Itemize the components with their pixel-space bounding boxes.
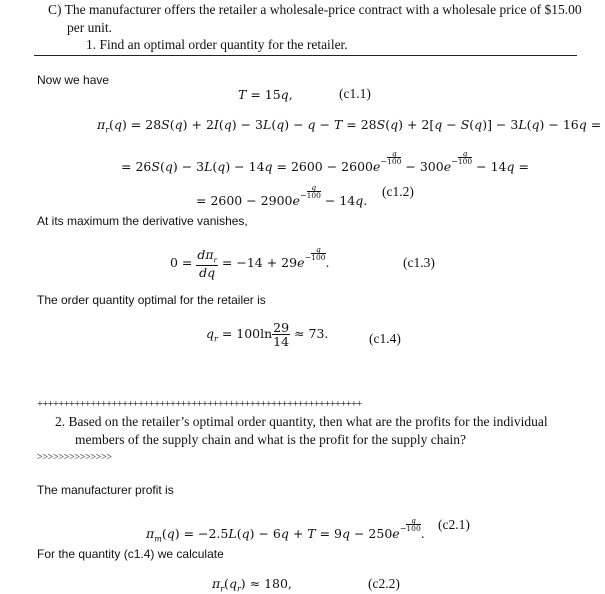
- manufacturer-profit-text: The manufacturer profit is: [37, 483, 174, 497]
- at-maximum-text: At its maximum the derivative vanishes,: [37, 214, 248, 228]
- question-c-continuation: per unit.: [67, 20, 112, 35]
- for-quantity-text: For the quantity (c1.4) we calculate: [37, 547, 224, 561]
- equation-retailer-profit-line1: $\pi_r(q) = 28S(q) + 2I(q) - 3L(q) - q - T = 28S(q) + 2[q - S(q)] - 3L(q) - 16q$ =: [97, 117, 602, 135]
- equation-c1-1: T = 15q,: [238, 87, 293, 102]
- separator-arrow-line: >>>>>>>>>>>>>>: [37, 452, 112, 463]
- question-c-text: C) The manufacturer offers the retailer a wholesale-price contract with a wholesale price of $15.00: [48, 2, 582, 17]
- equation-tag-c2-1: (c2.1): [438, 517, 470, 532]
- equation-c2-2: $\pi_r(q_r) \approx 180$,: [212, 576, 292, 594]
- equation-retailer-profit-line2: = 26S(q) − 3L(q) − 14q = 2600 − 2600e− $\frac{q}{100}$ − 300e− $\frac{q}{100}$ − 14q =: [121, 149, 529, 175]
- equation-tag-c2-2: (c2.2): [368, 576, 400, 591]
- equation-c1-2: = 2600 − 2900e− $\frac{q}{100}$ − 14q.: [196, 183, 368, 209]
- equation-tag-c1-1: (c1.1): [339, 86, 371, 101]
- equation-tag-c1-3: (c1.3): [403, 255, 435, 270]
- now-we-have-text: Now we have: [37, 73, 110, 87]
- equation-c2-1: $\pi_m(q) = -2.5L(q) - 6q + T = 9q - 250e^-$ $\frac{q}{100}$ .: [146, 516, 425, 544]
- question-2-line2: members of the supply chain and what is the profit for the supply chain?: [75, 432, 467, 447]
- header-divider: [34, 55, 577, 56]
- order-quantity-text: The order quantity optimal for the retailer is: [37, 293, 266, 307]
- equation-tag-c1-4: (c1.4): [369, 331, 401, 346]
- question-2-line1: 2. Based on the retailer’s optimal order quantity, then what are the profits for the individual: [55, 414, 548, 429]
- equation-c1-3: 0 = $\frac{d\pi_r}{dq}$ = −14 + 29e− $\frac{q}{100}$ .: [170, 245, 330, 280]
- separator-plus-line: +++++++++++++++++++++++++++++++++++++++++++++++++++++++++++++: [37, 399, 362, 410]
- equation-tag-c1-2: (c1.2): [382, 184, 414, 199]
- equation-c1-4: $q_r = 100\ln$ $\frac{29}{14}$ ≈ 73.: [206, 320, 329, 350]
- sub-question-1: 1. Find an optimal order quantity for the retailer.: [86, 37, 348, 52]
